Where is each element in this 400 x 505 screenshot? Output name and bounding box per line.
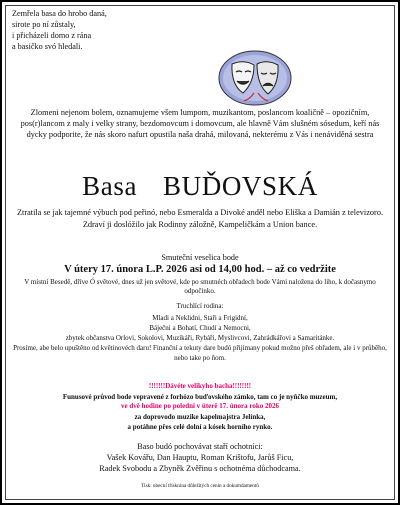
procession-line: za doprovodo muzike kapelmajstra Jelínka, — [134, 413, 266, 421]
procession-time: ve dvě hodine po poledni v úterě 17. února roko 2026 — [121, 402, 279, 410]
mourners-line: Prosíme, abe belo upuštěno od květinovéch daru! Finanční a tekuty dare budó přijímany pokud možno přeš obřadem, ale i v průběho, nebo take po ňom. — [13, 344, 387, 362]
print-footer: Tisk: obecní třísknina důležitých cenin a dokumdamentů — [141, 483, 259, 489]
description-line: Ztratila se jak tajemné výbuch pod peřinó, nebo Esmeralda a Divoké anděl nebo Eliška a Damián z televizoro. — [16, 208, 384, 217]
mourners-line: Mladi a Neklidni, Staři a Frigidní, — [152, 314, 248, 322]
poem-line: Zemřela basa do hrobo daná, — [12, 9, 107, 18]
warning-text: !!!!!!!Dávéte velikyho bacha!!!!!!!! — [148, 382, 252, 390]
funeral-date: V útery 17. února L.P. 2026 asi od 14,00 hod. – až co vedržite — [64, 264, 336, 275]
pallbearers-line: Radek Svobodu a Zbyněk Zvěřinu s ochotnéma důchodcama. — [99, 464, 301, 473]
poem — [12, 8, 162, 52]
name-last: BUĎOVSKÁ — [163, 171, 318, 201]
funeral-place: V místní Besedě, dříve Ó světové, dnes už jen světové, kde po smutnéch obřadech bode Vámi naložena do liho, k dočasnymo odpočinko. — [24, 278, 376, 295]
mourners-title: Truchlící rodina: — [176, 302, 224, 310]
description-line: Zdraví ji doslóžilo jak Rodinny záložně, Kampeličkám a Union bance. — [82, 220, 318, 229]
procession-line: a potáhne přes celé dolní a kósek horního rynko. — [127, 423, 273, 431]
deceased-name — [8, 171, 392, 201]
poem-line: a basičko svó hledali. — [12, 42, 83, 51]
announcement-text: Zlomeni nejenom bolem, oznamujeme všem lumpom, muzikantom, poslancom koaličně – opozičním, pos(r)lancom z maly i velky strany, bezdomovcum i domovcum, ale hlavně Vám slušném sósedum, keří nás dycky podporite, že nás skoro nafurt opustila naša drahá, milovaná, nekterému z Vás i nenáviděná sestra — [20, 108, 380, 139]
pallbearers-title: Baso budó pochovávat staří ochotníci: — [137, 442, 263, 451]
procession-details — [8, 412, 392, 432]
funeral-intro: Smuteční veselica bode — [161, 253, 239, 262]
poem-line: sirote po ní zůstaly, — [12, 20, 76, 29]
mourners-line: zbytek občanstva Orlovi, Sokolovi, Muzikáři, Rybáři, Myslivcovi, Zahrádkářovi a Samaritánke. — [65, 334, 335, 342]
description — [8, 207, 392, 231]
name-first: Basa — [82, 171, 138, 201]
mourners-list — [8, 313, 392, 363]
mourners-line: Báječni a Bohatí, Chudí a Nemocni, — [149, 324, 251, 332]
pallbearers-line: Vašek Kovářu, Dan Hauptu, Roman Krištofu, Jarůš Ficu, — [106, 453, 294, 462]
procession-line: Funusové průvod bode vepravené z forhózo buďovského zámko, tam co je nyňčko muzeum, — [62, 393, 338, 401]
theater-masks-icon — [218, 49, 292, 107]
poem-line: i přicházeli domo z rána — [12, 31, 92, 40]
pallbearers — [8, 441, 392, 474]
